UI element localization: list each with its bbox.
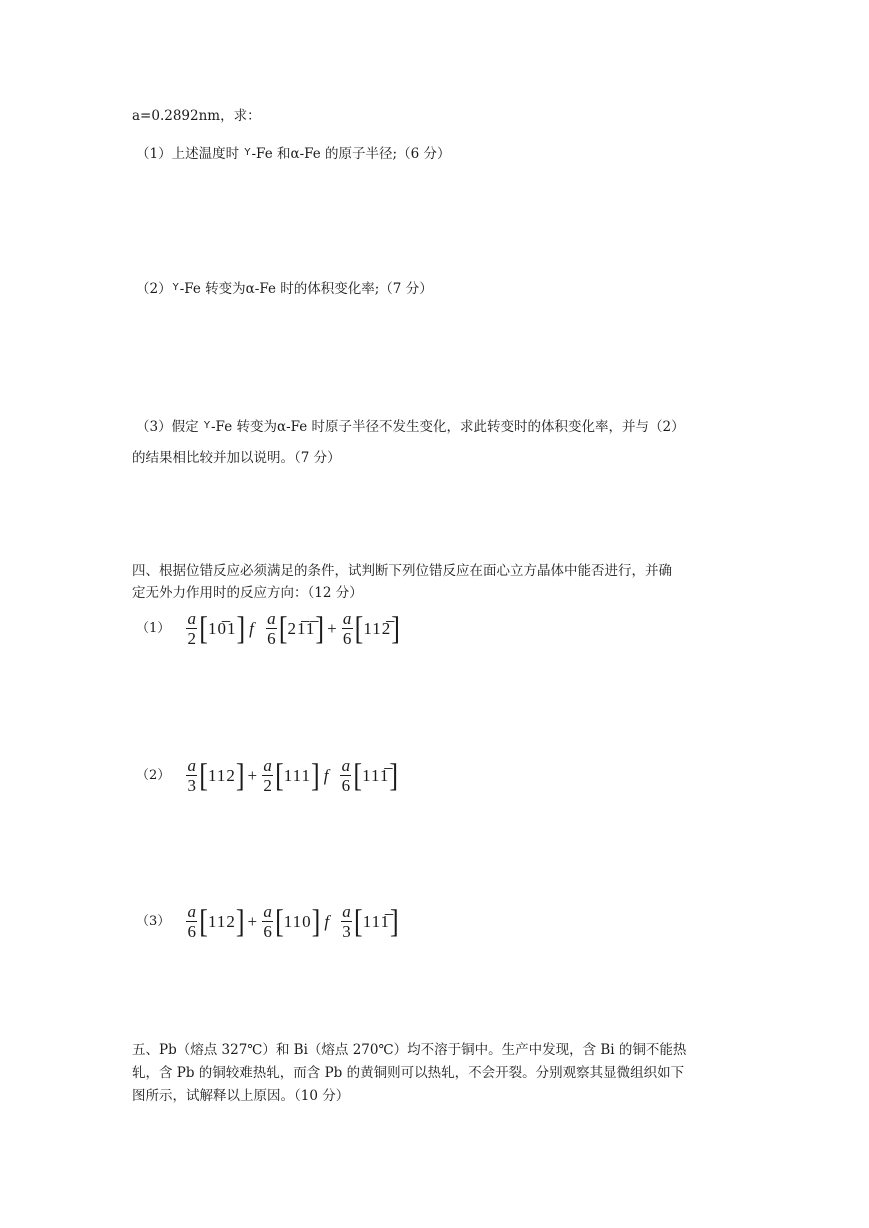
fraction-denominator: 2 bbox=[187, 629, 197, 648]
right-bracket: ] bbox=[389, 902, 399, 939]
fraction-denominator: 6 bbox=[342, 629, 352, 648]
q3-part3-line1 bbox=[136, 421, 685, 435]
right-bracket: ] bbox=[389, 756, 399, 793]
plus-sign: + bbox=[327, 619, 337, 638]
burgers-vector bbox=[338, 757, 398, 794]
q4-heading-line2: 定无外力作用时的反应方向：（12 分） bbox=[132, 585, 363, 601]
q3-part1-prefix: （1）上述温度时 bbox=[136, 146, 244, 162]
left-bracket: [ bbox=[275, 756, 284, 793]
miller-indices: 21̅1̅ bbox=[287, 619, 316, 638]
left-bracket: [ bbox=[199, 756, 208, 793]
fraction-numerator: a bbox=[187, 609, 197, 628]
right-bracket: ] bbox=[315, 609, 325, 646]
q4-heading-line1: 四、根据位错反应必须满足的条件，试判断下列位错反应在面心立方晶体中能否进行，并确 bbox=[132, 563, 672, 579]
burgers-vector bbox=[260, 757, 320, 794]
fraction-denominator: 3 bbox=[342, 922, 351, 941]
fraction-numerator: a bbox=[342, 902, 351, 921]
right-bracket: ] bbox=[311, 756, 320, 793]
miller-indices: 111̅ bbox=[362, 766, 390, 785]
left-bracket: [ bbox=[353, 756, 363, 793]
q5-heading-line1: 五、Pb（熔点 327℃）和 Bi（熔点 270℃）均不溶于铜中。生产中发现，含 Bi 的铜不能热 bbox=[132, 1042, 687, 1058]
dislocation-reaction-2 bbox=[136, 757, 398, 794]
fraction-denominator: 6 bbox=[187, 922, 197, 941]
reaction-arrow-symbol: f bbox=[323, 766, 329, 785]
fraction bbox=[262, 757, 273, 794]
fraction bbox=[340, 757, 351, 794]
fraction-denominator: 2 bbox=[263, 776, 272, 795]
q3-part3-text: -Fe 转变为α-Fe 时原子半径不发生变化，求此转变时的体积变化率，并与（2） bbox=[211, 419, 685, 435]
plus-sign: + bbox=[247, 912, 258, 931]
burgers-vector bbox=[264, 610, 324, 647]
left-bracket: [ bbox=[199, 902, 208, 939]
right-bracket: ] bbox=[235, 902, 245, 939]
left-bracket: [ bbox=[199, 609, 208, 646]
q3-part1 bbox=[136, 148, 451, 162]
left-bracket: [ bbox=[275, 902, 284, 939]
dislocation-reaction-1 bbox=[136, 610, 400, 647]
gamma-symbol: Y bbox=[244, 147, 251, 158]
burgers-vector bbox=[184, 757, 244, 794]
fraction-numerator: a bbox=[263, 902, 272, 921]
gamma-symbol: Y bbox=[203, 420, 210, 431]
fraction-denominator: 6 bbox=[263, 922, 272, 941]
burgers-vector bbox=[260, 903, 320, 940]
q3-part2-prefix: （2） bbox=[136, 281, 172, 297]
reaction-arrow-symbol: f bbox=[324, 912, 330, 931]
left-bracket: [ bbox=[278, 609, 288, 646]
q3-part3-line2: 的结果相比较并加以说明。（7 分） bbox=[132, 450, 341, 466]
fraction bbox=[262, 903, 273, 940]
reaction-arrow-symbol: f bbox=[249, 619, 254, 638]
equation-label: （3） bbox=[136, 914, 171, 929]
line-lattice-param: a=0.2892nm，求： bbox=[132, 108, 261, 124]
q5-heading-line3: 图所示，试解释以上原因。（10 分） bbox=[132, 1088, 350, 1104]
burgers-vector bbox=[339, 903, 399, 940]
fraction-numerator: a bbox=[187, 756, 197, 775]
burgers-vector bbox=[184, 903, 244, 940]
left-bracket: [ bbox=[354, 609, 364, 646]
fraction bbox=[342, 610, 353, 647]
equation-label: （2） bbox=[136, 768, 171, 783]
fraction bbox=[341, 903, 352, 940]
right-bracket: ] bbox=[391, 609, 400, 646]
equation-label: （1） bbox=[136, 621, 171, 636]
miller-indices: 112̅ bbox=[363, 619, 392, 638]
right-bracket: ] bbox=[235, 756, 245, 793]
q5-heading-line2: 轧，含 Pb 的铜较难热轧，而含 Pb 的黄铜则可以热轧，不会开裂。分别观察其显微组织如下 bbox=[132, 1065, 685, 1081]
burgers-vector bbox=[184, 610, 245, 647]
burgers-vector bbox=[340, 610, 400, 647]
q3-part2 bbox=[136, 283, 433, 297]
fraction-denominator: 6 bbox=[267, 629, 276, 648]
gamma-symbol: Y bbox=[172, 282, 179, 293]
fraction-numerator: a bbox=[187, 902, 197, 921]
miller-indices: 110 bbox=[283, 912, 312, 931]
fraction bbox=[186, 610, 197, 647]
fraction bbox=[266, 610, 277, 647]
miller-indices: 10̅1 bbox=[207, 619, 237, 638]
q3-part3-prefix: （3）假定 bbox=[136, 419, 203, 435]
fraction-denominator: 6 bbox=[341, 776, 351, 795]
fraction-numerator: a bbox=[263, 756, 272, 775]
q3-part1-text: -Fe 和α-Fe 的原子半径;（6 分） bbox=[251, 146, 451, 162]
miller-indices: 111 bbox=[283, 766, 312, 785]
right-bracket: ] bbox=[236, 609, 246, 646]
miller-indices: 112 bbox=[207, 912, 236, 931]
dislocation-reaction-3 bbox=[136, 903, 399, 940]
fraction-numerator: a bbox=[267, 609, 276, 628]
q3-part2-text: -Fe 转变为α-Fe 时的体积变化率;（7 分） bbox=[179, 281, 433, 297]
miller-indices: 111̅ bbox=[362, 912, 390, 931]
fraction bbox=[186, 757, 197, 794]
plus-sign: + bbox=[247, 766, 258, 785]
fraction-denominator: 3 bbox=[187, 776, 197, 795]
fraction-numerator: a bbox=[342, 609, 352, 628]
right-bracket: ] bbox=[311, 902, 321, 939]
fraction bbox=[186, 903, 197, 940]
left-bracket: [ bbox=[354, 902, 363, 939]
fraction-numerator: a bbox=[341, 756, 351, 775]
miller-indices: 112 bbox=[207, 766, 236, 785]
